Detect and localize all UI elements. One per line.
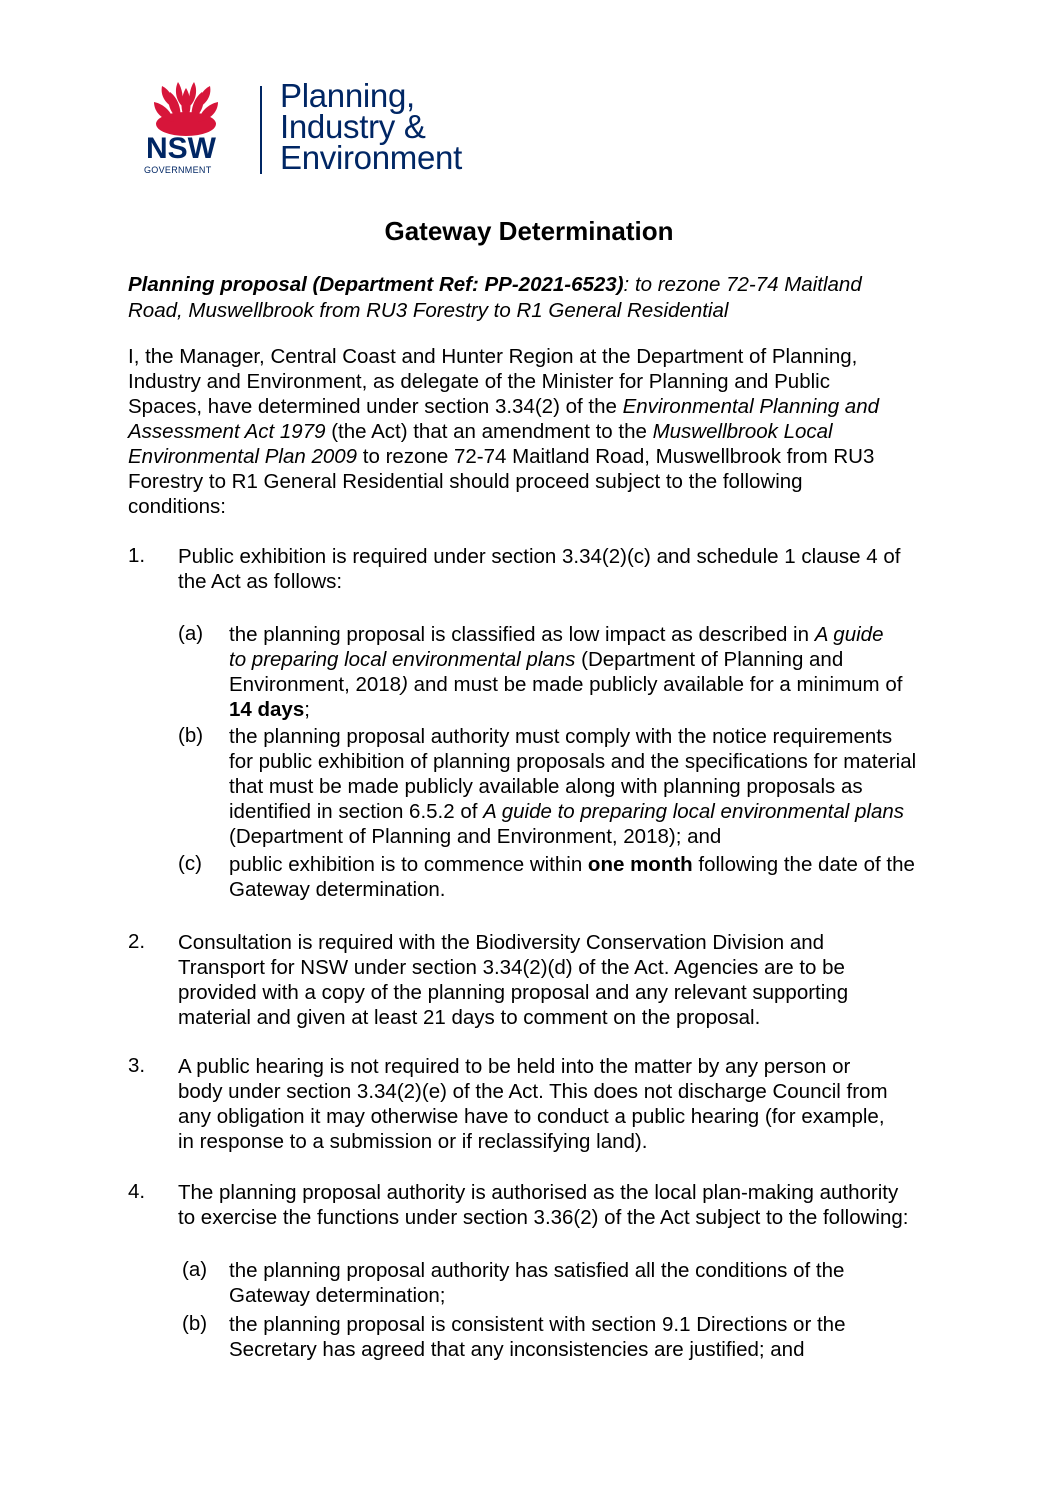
condition-number: 1. (128, 544, 146, 567)
waratah-icon (140, 80, 232, 140)
condition-text: Public exhibition is required under section 3.34(2)(c) and schedule 1 clause 4 of the Act as follows: (178, 545, 901, 593)
proposal-heading: Planning proposal (Department Ref: PP-2021-6523): to rezone 72-74 Maitland Road, Muswellbrook from RU3 Forestry to R1 General Residential (128, 273, 862, 322)
document-page: NSW GOVERNMENT Planning, Industry & Environment Gateway Determination Planning proposal (Department Ref: PP-2021-6523): to rezone 72-74 Maitland Road, Muswellbrook from RU3 Forestry to R1 General Residential I, the Manager, Central Coast and Hunter Region at the Department of Planning, Industry and Environment, as delegate of the Minister for Planning and Public Spaces, have determined under section 3.34(2) of the Environmental Planning and Assessment Act 1979 (the Act) that an amendment to the Muswellbrook Local Environmental Plan 2009 to rezone 72-74 Maitland Road, Muswellbrook from RU3 Forestry to R1 General Residential should proceed subject to the following conditions: 1. Public exhibition is required under section 3.34(2)(c) and schedule 1 clause 4 of the Act as follows: (a) the planning proposal is classified as low impact as described in A guide to preparing local environmental plans (Department of Planning and Environment, 2018) and must be made publicly available for a minimum of 14 days; (b) the planning proposal authority must comply with the notice requirements for public exhibition of planning proposals and the specifications for material that must be made publicly available along with planning proposals as identified in section 6.5.2 of A guide to preparing local environmental plans (Department of Planning and Environment, 2018); and (c) public exhibition is to commence within one month following the date of the Gateway determination. 2. Consultation is required with the Biodiversity Conservation Division and Transport for NSW under section 3.34(2)(d) of the Act. Agencies are to be provided with a copy of the planning proposal and any relevant supporting material and given at least 21 days to comment on the proposal. 3. A public hearing is not required to be held into the matter by any person or body under section 3.34(2)(e) of the Act. This does not discharge Council from any obligation it may otherwise have to conduct a public hearing (for example, in response to a submission or if reclassifying land). 4. The planning proposal authority is authorised as the local plan-making authority to exercise the functions under section 3.36(2) of the Act subject to the following: (a) the planning proposal authority has satisfied all the conditions of the Gateway determination; (b) the planning proposal is consistent with section 9.1 Directions or the Secretary has agreed that any inconsistencies are justified; and (0, 0, 1058, 1497)
logo-divider (260, 86, 262, 174)
proposal-ref: Planning proposal (Department Ref: PP-2021-6523) (128, 273, 624, 296)
determination-paragraph: I, the Manager, Central Coast and Hunter Region at the Department of Planning, Industry and Environment, as delegate of the Minister for Planning and Public Spaces, have determined under section 3.34(2) of the Environmental Planning and Assessment Act 1979 (the Act) that an amendment to the Muswellbrook Local Environmental Plan 2009 to rezone 72-74 Maitland Road, Muswellbrook from RU3 Forestry to R1 General Residential should proceed subject to the following conditions: (128, 345, 880, 518)
dept-line-1: Planning, (280, 77, 415, 114)
nsw-planning-logo (140, 77, 500, 180)
dept-line-2: Industry & (280, 108, 426, 145)
dept-line-3: Environment (280, 139, 462, 176)
government-wordmark: GOVERNMENT (144, 165, 212, 175)
nsw-wordmark: NSW (146, 132, 216, 165)
department-name (280, 77, 462, 176)
page-title: Gateway Determination (384, 216, 674, 246)
